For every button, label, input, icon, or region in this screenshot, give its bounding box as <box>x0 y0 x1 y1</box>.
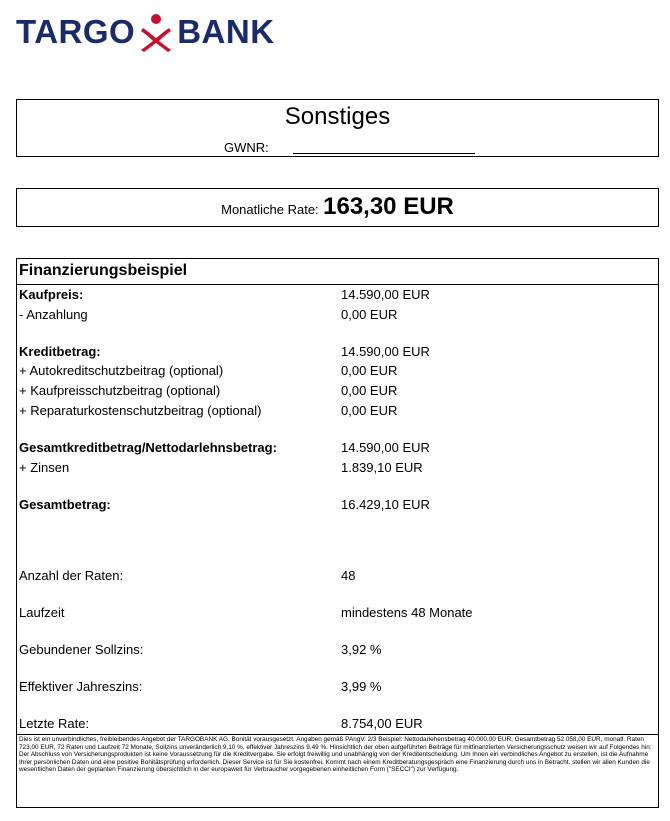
page-title: Sonstiges <box>284 103 391 130</box>
title-box <box>16 99 659 157</box>
monthly-rate-value: 163,30 EUR <box>323 193 454 220</box>
row-label-zinsen: + Zinsen <box>19 460 70 475</box>
row-value-laufzeit: mindestens 48 Monate <box>341 605 473 620</box>
row-value-kreditbetrag: 14.590,00 EUR <box>341 344 430 359</box>
row-label-autokreditschutz: + Autokreditschutzbeitrag (optional) <box>19 363 224 378</box>
row-value-autokreditschutz: 0,00 EUR <box>341 363 398 378</box>
financing-example-box <box>16 258 659 808</box>
row-label-gesamtkreditbetrag: Gesamtkreditbetrag/Nettodarlehnsbetrag: <box>19 440 277 455</box>
monthly-rate-box <box>16 188 659 227</box>
footer-divider <box>17 734 658 735</box>
title-divider <box>17 284 658 285</box>
legal-disclaimer: Dies ist ein unverbindliches, freibleibendes Angebot der TARGOBANK AG. Bonität vorausgesetzt. Angaben gemäß PAngV. 2/3 Beispiel: Nettodarlehensbetrag 40.000,00 EUR, Gesamtbetrag 52.058,00 EUR, monatl. Raten 723,00 EUR, 72 Raten und Laufzeit 72 Monate, Sollzins unveränderlich 9,10 %, effektiver Jahreszins 9,49 %. Hinsichtlich der oben aufgeführten Beiträge für mitfinanzierten Versicherungsschutz weisen wir auf Folgendes hin: Der Abschluss von Versicherungsprodukten ist keine Voraussetzung für die Kreditvergabe. Sie erfolgt freiwillig und unabhängig von der Kreditentscheidung. Um Ihnen ein verbindliches Angebot zu erstellen, ist die Aufnahme Ihrer persönlichen Daten und eine positive Bonitätsprüfung erforderlich. Dieser Service ist für Sie kostenfrei. Kommt nach einem Kreditberatungsgespräch eine Finanzierung durch uns in Betracht, stellen wir allen Kunden die wesentlichen Daten der geplanten Finanzierung übersichtlich in der europaweit für Verbraucher vorgegebenen einheitlichen Form ("SECCI") zur Verfügung. <box>19 736 652 774</box>
row-value-letzte-rate: 8.754,00 EUR <box>341 716 423 731</box>
row-label-jahreszins: Effektiver Jahreszins: <box>19 679 143 694</box>
row-label-reparaturkostenschutz: + Reparaturkostenschutzbeitrag (optional) <box>19 403 262 418</box>
row-label-kaufpreisschutz: + Kaufpreisschutzbeitrag (optional) <box>19 383 221 398</box>
row-value-sollzins: 3,92 % <box>341 642 382 657</box>
row-label-laufzeit: Laufzeit <box>19 605 65 620</box>
gwnr-label: GWNR: <box>224 140 269 155</box>
row-label-sollzins: Gebundener Sollzins: <box>19 642 144 657</box>
row-label-kaufpreis: Kaufpreis: <box>19 287 84 302</box>
targobank-logo <box>16 12 275 52</box>
monthly-rate-label: Monatliche Rate: <box>221 202 319 217</box>
gwnr-field-line <box>293 153 475 154</box>
financing-title: Finanzierungsbeispiel <box>19 262 188 279</box>
row-value-gesamtbetrag: 16.429,10 EUR <box>341 497 430 512</box>
row-value-zinsen: 1.839,10 EUR <box>341 460 423 475</box>
monthly-rate <box>17 193 658 221</box>
row-label-anzahl-raten: Anzahl der Raten: <box>19 568 124 583</box>
row-label-anzahlung: - Anzahlung <box>19 307 88 322</box>
row-label-letzte-rate: Letzte Rate: <box>19 716 90 731</box>
row-value-kaufpreisschutz: 0,00 EUR <box>341 383 398 398</box>
logo-text-targo: TARGO <box>16 13 136 50</box>
row-value-jahreszins: 3,99 % <box>341 679 382 694</box>
row-value-anzahl-raten: 48 <box>341 568 356 583</box>
row-value-gesamtkreditbetrag: 14.590,00 EUR <box>341 440 430 455</box>
row-label-gesamtbetrag: Gesamtbetrag: <box>19 497 111 512</box>
row-value-reparaturkostenschutz: 0,00 EUR <box>341 403 398 418</box>
targobank-x-icon <box>137 12 175 52</box>
row-label-kreditbetrag: Kreditbetrag: <box>19 344 101 359</box>
logo-text-bank: BANK <box>177 13 275 50</box>
row-value-anzahlung: 0,00 EUR <box>341 307 398 322</box>
row-value-kaufpreis: 14.590,00 EUR <box>341 287 430 302</box>
